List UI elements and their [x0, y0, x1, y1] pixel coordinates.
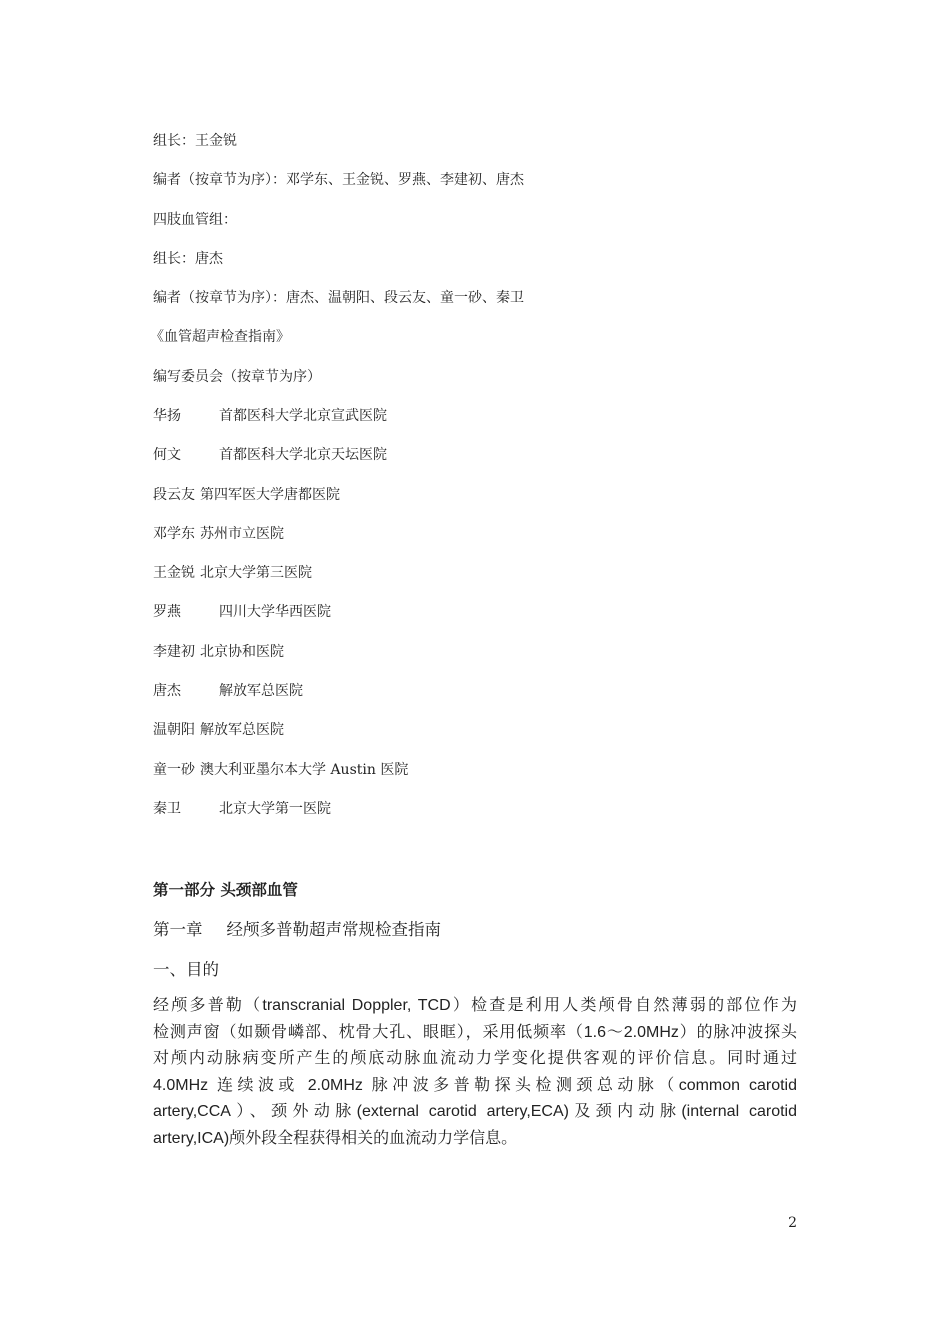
chapter-title: 经颅多普勒超声常规检查指南 [226, 920, 441, 939]
chapter-number: 第一章 [153, 920, 203, 939]
member-org: 第四军医大学唐都医院 [200, 487, 340, 503]
paragraph-line: 对颅内动脉病变所产生的颅底动脉血流动力学变化提供客观的评价信息。同时通过 [153, 1050, 797, 1067]
committee-member-row [153, 603, 331, 621]
chapter-heading [153, 916, 441, 940]
member-name: 唐杰 [153, 683, 181, 699]
member-name: 李建初 [153, 644, 195, 660]
member-name: 何文 [153, 447, 181, 463]
body-paragraph [153, 993, 797, 1152]
guide-title-line: 《血管超声检查指南》 [150, 329, 290, 345]
member-name: 华扬 [153, 408, 181, 424]
committee-member-row [153, 761, 408, 779]
member-org: 四川大学华西医院 [219, 604, 331, 620]
committee-member-row [153, 682, 303, 700]
member-org: 首都医科大学北京天坛医院 [219, 447, 387, 463]
page-number: 2 [788, 1215, 797, 1231]
group-leader-line: 组长：王金锐 [153, 133, 237, 149]
member-org: 首都医科大学北京宣武医院 [219, 408, 387, 424]
paragraph-line: 检测声窗（如颞骨嶙部、枕骨大孔、眼眶），采用低频率（1.6～2.0MHz）的脉冲波探头 [153, 1023, 797, 1041]
committee-member-row [153, 446, 387, 464]
member-name: 邓学东 [153, 526, 195, 542]
member-name: 秦卫 [153, 801, 181, 817]
committee-member-row [153, 800, 331, 818]
committee-member-row [153, 721, 284, 739]
paragraph-line: 经颅多普勒（transcranial Doppler, TCD）检查是利用人类颅骨自然薄弱的部位作为 [153, 997, 797, 1014]
member-org: 澳大利亚墨尔本大学 Austin 医院 [200, 762, 409, 778]
member-name: 王金锐 [153, 565, 195, 581]
member-name: 段云友 [153, 487, 195, 503]
member-org: 北京协和医院 [200, 644, 284, 660]
member-org: 解放军总医院 [200, 722, 284, 738]
committee-member-row [153, 486, 340, 504]
editors-line: 编者（按章节为序）：邓学东、王金锐、罗燕、李建初、唐杰 [153, 172, 524, 188]
paragraph-line: 4.0MHz 连续波或 2.0MHz 脉冲波多普勒探头检测颈总动脉（common carotid [153, 1076, 797, 1094]
member-org: 解放军总医院 [219, 683, 303, 699]
member-name: 温朝阳 [153, 722, 195, 738]
paragraph-line: artery,ICA)颅外段全程获得相关的血流动力学信息。 [153, 1129, 518, 1147]
committee-member-row [153, 407, 387, 425]
limb-editors-line: 编者（按章节为序）：唐杰、温朝阳、段云友、童一砂、秦卫 [153, 290, 524, 306]
limb-group-leader-line: 组长：唐杰 [153, 251, 223, 267]
part-title: 第一部分 头颈部血管 [153, 881, 298, 899]
limb-vessel-group-line: 四肢血管组： [153, 212, 237, 228]
member-name: 童一砂 [153, 762, 195, 778]
member-org: 北京大学第一医院 [219, 801, 331, 817]
committee-heading: 编写委员会（按章节为序） [153, 369, 321, 385]
member-org: 北京大学第三医院 [200, 565, 312, 581]
committee-member-row [153, 525, 284, 543]
paragraph-line: artery,CCA）、颈外动脉(external carotid artery,ECA)及颈内动脉(internal carotid [153, 1103, 797, 1120]
section-title: 一、目的 [153, 960, 219, 979]
committee-member-row [153, 643, 284, 661]
member-name: 罗燕 [153, 604, 181, 620]
member-org: 苏州市立医院 [200, 526, 284, 542]
committee-member-row [153, 564, 312, 582]
